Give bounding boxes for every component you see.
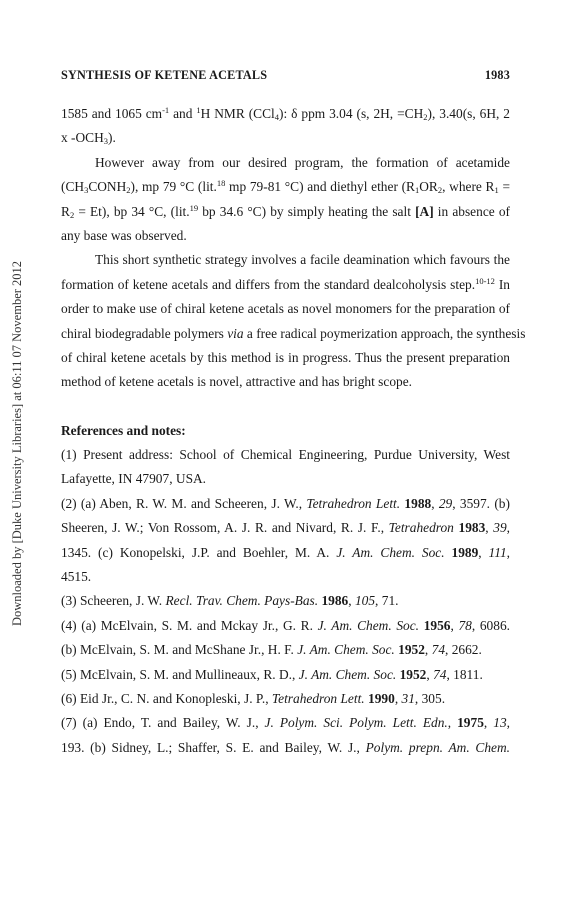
reference-line: (4) (a) McElvain, S. M. and Mckay Jr., G. R. J. Am. Chem. Soc. 1956, 78, 6086.: [61, 617, 510, 633]
references-heading: References and notes:: [61, 422, 186, 438]
download-watermark: [9, 233, 27, 653]
reference-line: Sheeren, J. W.; Von Rossom, A. J. R. and Nivard, R. J. F., Tetrahedron 1983, 39,: [61, 520, 510, 536]
reference-line: (5) McElvain, S. M. and Mullineaux, R. D., J. Am. Chem. Soc. 1952, 74, 1811.: [61, 666, 483, 682]
reference-line: 1345. (c) Konopelski, J.P. and Boehler, M. A. J. Am. Chem. Soc. 1989, 111,: [61, 544, 511, 560]
page-body: [61, 102, 526, 760]
reference-line: (1) Present address: School of Chemical Engineering, Purdue University, West: [61, 447, 510, 463]
reference-line: Lafayette, IN 47907, USA.: [61, 471, 207, 487]
text-line: method of ketene acetals is novel, attractive and has bright scope.: [61, 374, 413, 390]
reference-line: (b) McElvain, S. M. and McShane Jr., H. F. J. Am. Chem. Soc. 1952, 74, 2662.: [61, 642, 482, 658]
running-title: SYNTHESIS OF KETENE ACETALS: [61, 68, 268, 82]
text-line: $R_2 = Et$), bp 34 °C, (lit.$^{19}$ bp 34.6 °C) by simply heating the salt [A] in absence of: [61, 202, 510, 220]
page-number: 1983: [484, 68, 510, 82]
reference-line: 4515.: [61, 569, 92, 585]
text-line: of chiral ketene acetals by this method is in progress. Thus the present preparation: [61, 349, 510, 365]
text-line: formation of ketene acetals and differs from the standard dealcoholysis step.$^{10-12}$ In: [61, 275, 510, 292]
text-line: However away from our desired program, the formation of acetamide: [95, 154, 510, 170]
running-header: [61, 68, 510, 83]
reference-line: (2) (a) Aben, R. W. M. and Scheeren, J. W., Tetrahedron Lett. 1988, 29, 3597. (b): [61, 495, 510, 511]
reference-line: 193. (b) Sidney, L.; Shaffer, S. E. and Bailey, W. J., Polym. prepn. Am. Chem.: [61, 739, 511, 755]
text-line: x $-OCH_3$).: [61, 130, 116, 147]
text-line: any base was observed.: [61, 227, 187, 243]
text-line: order to make use of chiral ketene acetals as novel monomers for the preparation of: [61, 301, 510, 317]
text-line: chiral biodegradable polymers via a free radical poymerization approach, the synthesis: [61, 325, 526, 341]
text-line: 1585 and 1065 $cm^{-1}$ and $^1$H NMR (CCl$_4$): δ ppm 3.04 (s, 2H, $=CH_2$), 3.40(s, 6H, 2: [61, 105, 511, 122]
text-line: This short synthetic strategy involves a facile deamination which favours the: [95, 252, 510, 268]
reference-line: (3) Scheeren, J. W. Recl. Trav. Chem. Pays-Bas. 1986, 105, 71.: [61, 593, 399, 609]
download-note: Downloaded by [Duke University Libraries] at 06:11 07 November 2012: [10, 260, 25, 626]
text-line: $(CH_3CONH_2)$, mp 79 °C (lit.$^{18}$ mp 79-81 °C) and diethyl ether ($R_1OR_2$, where $R_1$ =: [61, 178, 510, 196]
reference-line: (6) Eid Jr., C. N. and Konopleski, J. P., Tetrahedron Lett. 1990, 31, 305.: [61, 690, 446, 706]
reference-line: (7) (a) Endo, T. and Bailey, W. J., J. Polym. Sci. Polym. Lett. Edn., 1975, 13,: [61, 715, 510, 731]
